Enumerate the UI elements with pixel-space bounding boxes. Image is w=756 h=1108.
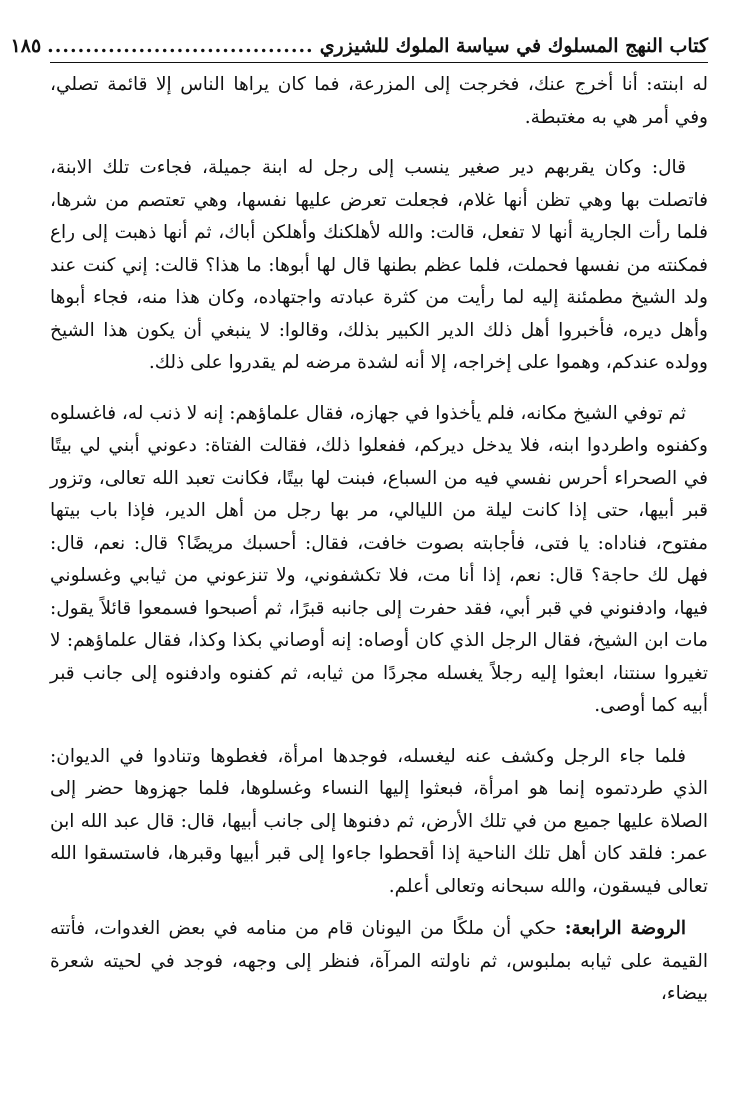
paragraph-2: قال: وكان يقربهم دير صغير ينسب إلى رجل له ابنة جميلة، فجاءت تلك الابنة، فاتصلت بها وهي تظن أنها غلام، فجعلت تعرض عليها نفسها، وهي تعتصم من شرها، فلما رأت الجارية أنها لا تفعل، قالت: والله لأهلكنك وأهلكن أباك، ثم أنها ذهبت إلى راع فمكنته من نفسها فحملت، فلما عظم بطنها قال لها أبوها: ما هذا؟ قالت: إني كنت عند ولد الشيخ مطمئنة إليه لما رأيت من كثرة عبادته واجتهاده، وكان هذا منه، فجاء أبوها وأهل ديره، فأخبروا أهل ذلك الدير الكبير بذلك، وقالوا: لا ينبغي أن يكون هذا الشيخ وولده عندكم، وهموا على إخراجه، إلا أنه لشدة مرضه لم يقدروا على ذلك.: [50, 157, 708, 373]
page-number: ١٨٥: [10, 35, 42, 57]
running-header: [10, 30, 708, 62]
paragraph-1: له ابنته: أنا أخرج عنك، فخرجت إلى المزرعة، فما كان يراها الناس إلا قائمة تصلي، وفي أمر هي به مغتبطة.: [50, 74, 708, 128]
section-heading: الروضة الرابعة:: [564, 918, 687, 939]
book-title: كتاب النهج المسلوك في سياسة الملوك للشيزري: [319, 35, 708, 57]
paragraph-5-text: حكي أن ملكًا من اليونان قام من منامه في بعض الغدوات، فأتته القيمة على ثيابه بملبوس، ثم ناولته المرآة، فنظر إلى وجهه، فوجد في لحيته شعرة بيضاء،: [50, 918, 708, 1004]
paragraph-4: فلما جاء الرجل وكشف عنه ليغسله، فوجدها امرأة، فغطوها وتنادوا في الديوان: الذي طردتموه إنما هو امرأة، فبعثوا إليها النساء وغسلوها، فلما جهزوها حضر إلى الصلاة عليها جميع من في تلك الأرض، ثم دفنوها إلى جانب أبيها، قال: قال عبد الله ابن عمر: فلقد كان أهل تلك الناحية إذا أقحطوا جاءوا إلى قبر أبيها وقبرها، فاستسقوا الله تعالى فيسقون، والله سبحانه وتعالى أعلم.: [50, 745, 708, 897]
leader-dots: ...................................: [47, 35, 314, 57]
book-page: [10, 30, 709, 1011]
paragraph-3: ثم توفي الشيخ مكانه، فلم يأخذوا في جهازه، فقال علماؤهم: إنه لا ذنب له، فاغسلوه وكفنوه واطردوا ابنه، فلا يدخل ديركم، ففعلوا ذلك، فقالت الفتاة: دعوني أبني لي بيتًا في الصحراء أحرس نفسي فيه من السباع، فبنت لها بيتًا، فكانت تعبد الله تعالى، وتزور قبر أبيها، حتى إذا كانت ليلة من الليالي، مر بها رجل من أهل الدير، فإذا باب بيتها مفتوح، فناداه: يا فتى، فأجابته بصوت خافت، فقال: أحسبك مريضًا؟ قال: نعم، قال: فهل لك حاجة؟ قال: نعم، إذا أنا مت، فلا تكشفوني، ولا تنزعوني من ثيابي وغسلوني فيها، وادفنوني في قبر أبي، فقد حفرت إلى جانبه قبرًا، ثم أصبحوا فسمعوا قائلاً يقول: مات ابن الشيخ، فقال الرجل الذي كان أوصاه: إنه أوصاني بكذا وكذا، فقال علماؤهم: لا تغيروا سنتنا، ابعثوا إليه رجلاً يغسله مجردًا من ثيابه، ثم كفنوه وادفنوه إلى جانب قبر أبيه كما أوصى.: [50, 402, 709, 716]
header-rule: [50, 62, 708, 63]
paragraph-5: [50, 913, 708, 1011]
